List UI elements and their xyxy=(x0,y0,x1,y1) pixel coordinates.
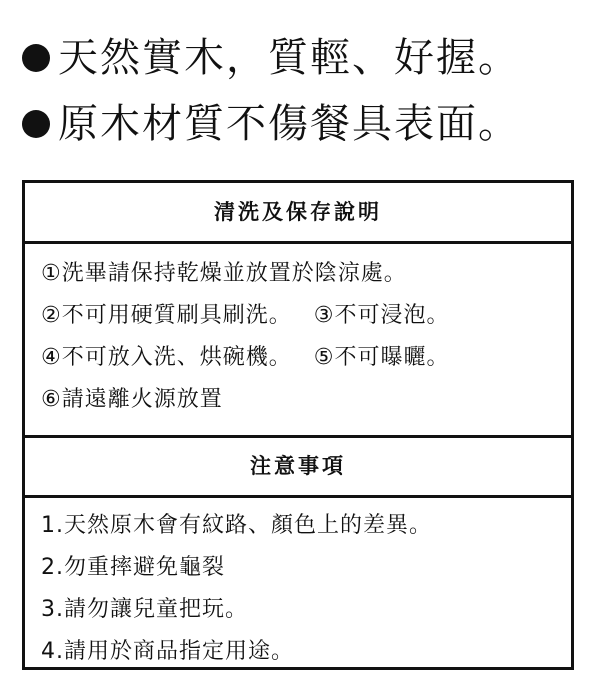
note-item-3: 3.請勿讓兒童把玩。 xyxy=(41,597,248,622)
care-title-divider xyxy=(25,241,571,244)
notes-section-title: 注意事項 xyxy=(250,454,346,478)
care-item-1: ①洗畢請保持乾燥並放置於陰涼處。 xyxy=(41,261,407,286)
notes-title-divider xyxy=(25,495,571,498)
note-item-2: 2.勿重摔避免龜裂 xyxy=(41,555,225,580)
bullet-dot-icon xyxy=(22,110,50,138)
feature-line-1 xyxy=(22,34,520,82)
care-line-4 xyxy=(41,379,563,421)
care-line-3 xyxy=(41,337,563,379)
care-line-1 xyxy=(41,253,563,295)
feature-text-1: 天然實木，質輕、好握。 xyxy=(58,35,520,81)
bullet-dot-icon xyxy=(22,44,50,72)
note-item-4: 4.請用於商品指定用途。 xyxy=(41,639,294,664)
notes-list xyxy=(41,505,563,673)
care-instructions-list xyxy=(41,253,563,421)
feature-line-2 xyxy=(22,100,520,148)
care-line-2 xyxy=(41,295,563,337)
care-item-4: ④不可放入洗、烘碗機。 xyxy=(41,345,292,370)
care-item-2: ②不可用硬質刷具刷洗。 xyxy=(41,303,292,328)
care-item-5: ⑤不可曝曬。 xyxy=(313,345,450,370)
care-item-3: ③不可浸泡。 xyxy=(313,303,450,328)
care-section-title: 清洗及保存說明 xyxy=(214,200,382,224)
care-item-6: ⑥請遠離火源放置 xyxy=(41,387,223,412)
note-item-1: 1.天然原木會有紋路、顏色上的差異。 xyxy=(41,513,432,538)
feature-text-2: 原木材質不傷餐具表面。 xyxy=(58,101,520,147)
instructions-box xyxy=(22,180,574,670)
